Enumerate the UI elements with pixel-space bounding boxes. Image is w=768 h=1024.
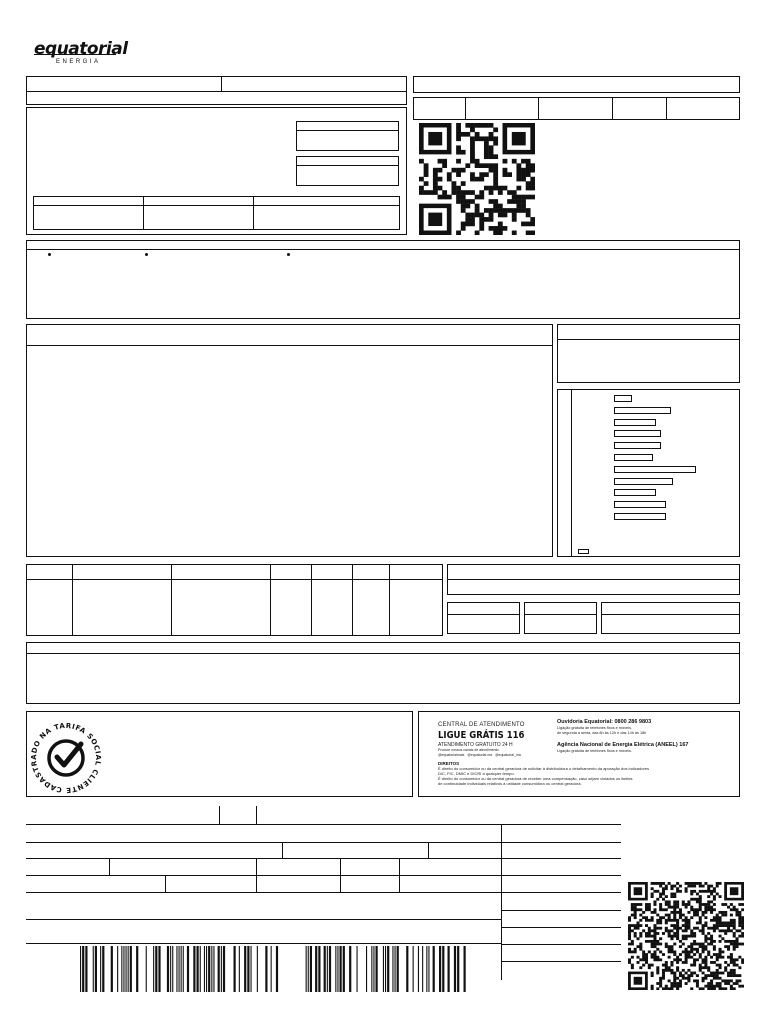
consumption-bar	[614, 478, 673, 485]
direitos-block	[438, 761, 734, 786]
direitos-line-3: É direito do consumidor ou da central geradora de receber uma compensação, caso sejam violados os limites	[438, 776, 633, 781]
taxes-col-4	[311, 564, 312, 636]
slip-line-1	[26, 824, 621, 825]
logo-subtitle: ENERGIA	[56, 59, 101, 65]
indicator-box-2	[524, 602, 597, 634]
consumption-bar	[614, 466, 696, 473]
slip-right-line-1	[501, 910, 621, 911]
social-link-1[interactable]: @equatorialmais	[438, 753, 465, 757]
consumption-bar	[614, 501, 666, 508]
indicator-box-1-line	[447, 614, 520, 615]
barcode-icon	[80, 946, 466, 992]
billing-items-box	[26, 324, 553, 557]
customer-header-col-divider	[221, 76, 222, 91]
tarifa-social-seal	[26, 722, 106, 794]
slip-col-d	[256, 858, 257, 892]
quality-indicators-header-line	[447, 579, 740, 580]
slip-line-5	[26, 892, 621, 893]
svg-text:CADASTRADO N	[30, 722, 102, 794]
pix-qr-code-icon	[628, 882, 744, 990]
social-link-2[interactable]: @equatorial.ma	[467, 753, 493, 757]
account-header-box	[413, 76, 740, 93]
account-details-row	[413, 97, 740, 120]
indicator-box-3-line	[601, 614, 740, 615]
consumption-bar	[614, 454, 653, 461]
indicator-box-2-line	[524, 614, 597, 615]
notice-box	[26, 240, 740, 319]
taxes-col-1	[72, 564, 73, 636]
consumption-bar	[614, 430, 661, 437]
messages-header-line	[26, 653, 740, 654]
due-date-divider	[296, 130, 399, 131]
slip-right-line-2	[501, 927, 621, 928]
social-link-3[interactable]: @equatorial_ma	[495, 753, 521, 757]
amount-due-divider	[296, 165, 399, 166]
notice-header-line	[26, 249, 740, 250]
slip-col-b	[428, 842, 429, 858]
slip-line-3	[26, 858, 621, 859]
account-details-col-2	[538, 97, 539, 120]
billing-items-header-line	[26, 345, 553, 346]
slip-col-g	[165, 875, 166, 892]
central-atendimento	[438, 722, 558, 758]
qr-code-icon	[419, 123, 535, 235]
account-details-col-1	[465, 97, 466, 120]
taxes-col-2	[171, 564, 172, 636]
consumption-bar	[614, 489, 656, 496]
consumption-bar	[614, 407, 671, 414]
account-details-col-3	[612, 97, 613, 120]
bullet-icon	[145, 253, 148, 256]
central-title: CENTRAL DE ATENDIMENTO	[438, 722, 525, 728]
seal-ring-top-text: NA TARIFA SOCIAL	[38, 722, 103, 767]
direitos-line-4: de continuidade individuais relativos à unidade consumidora ou central geradora.	[438, 781, 582, 786]
slip-right-col	[501, 824, 502, 980]
social-note: Procure nossos canais de atendimento:	[438, 748, 500, 752]
equatorial-logo	[34, 39, 128, 70]
logo-underline	[34, 54, 116, 55]
aneel-line-1: Ligação gratuita de telefones fixos e móveis.	[557, 749, 632, 753]
taxes-table-header-line	[26, 579, 443, 580]
indicator-box-1	[447, 602, 520, 634]
consumption-bar	[614, 513, 666, 520]
slip-line-7	[26, 943, 501, 944]
consumption-bar	[614, 442, 661, 449]
slip-right-line-3	[501, 944, 621, 945]
direitos-line-2: DIC, FIC, DMIC e DICRI a qualquer tempo.	[438, 771, 515, 776]
customer-header-divider	[26, 91, 407, 92]
slip-line-6	[26, 919, 501, 920]
account-details-col-4	[666, 97, 667, 120]
taxes-col-3	[270, 564, 271, 636]
consumption-bar	[614, 395, 632, 402]
chart-footer-marker	[578, 549, 589, 554]
chart-axis	[571, 389, 572, 557]
taxes-table	[26, 564, 443, 636]
reading-table-col-2	[253, 196, 254, 230]
ouvidoria-block	[557, 719, 737, 754]
taxes-col-6	[389, 564, 390, 636]
bullet-icon	[48, 253, 51, 256]
slip-col-a	[282, 842, 283, 858]
check-circle-icon	[49, 741, 83, 775]
taxes-col-5	[352, 564, 353, 636]
tariff-info-box	[557, 324, 740, 383]
direitos-title: DIREITOS	[438, 761, 460, 766]
slip-top-divider-2	[256, 806, 257, 824]
seal-ring-right-text: CLIENTE	[65, 767, 100, 794]
ouvidoria-title: Ouvidoria Equatorial: 0800 286 9803	[557, 719, 652, 725]
slip-right-line-4	[501, 961, 621, 962]
ouvidoria-line-2: de segunda a sexta, das 8h às 12h e das 14h às 18h	[557, 731, 647, 735]
consumption-bar	[614, 419, 656, 426]
reading-table	[33, 196, 400, 230]
atendimento-24h: ATENDIMENTO GRATUITO 24 H	[438, 742, 513, 748]
slip-col-c	[109, 858, 110, 875]
ouvidoria-line-1: Ligação gratuita de telefones fixos e móveis,	[557, 726, 632, 730]
direitos-line-1: É direito do consumidor ou da central geradora de solicitar à distribuidora o detalhamento da apuração dos indicadores	[438, 766, 650, 771]
due-date-box	[296, 121, 399, 151]
messages-box	[26, 642, 740, 704]
slip-line-2	[26, 842, 621, 843]
indicator-box-3	[601, 602, 740, 634]
consumption-history-chart	[557, 389, 740, 557]
bullet-icon	[287, 253, 290, 256]
slip-line-4	[26, 875, 621, 876]
slip-col-f	[399, 858, 400, 892]
slip-col-e	[340, 858, 341, 892]
reading-table-col-1	[143, 196, 144, 230]
amount-due-box	[296, 156, 399, 186]
seal-ring-bottom-text: CADASTRADO	[29, 738, 63, 794]
reading-table-header-line	[33, 205, 400, 206]
slip-top-divider-1	[219, 806, 220, 824]
aneel-title: Agência Nacional de Energia Elétrica (ANEEL) 167	[557, 742, 689, 748]
ligue-gratis: LIGUE GRÁTIS 116	[438, 730, 525, 741]
logo-wordmark: equatorial	[34, 39, 128, 59]
tariff-info-header-line	[557, 339, 740, 340]
